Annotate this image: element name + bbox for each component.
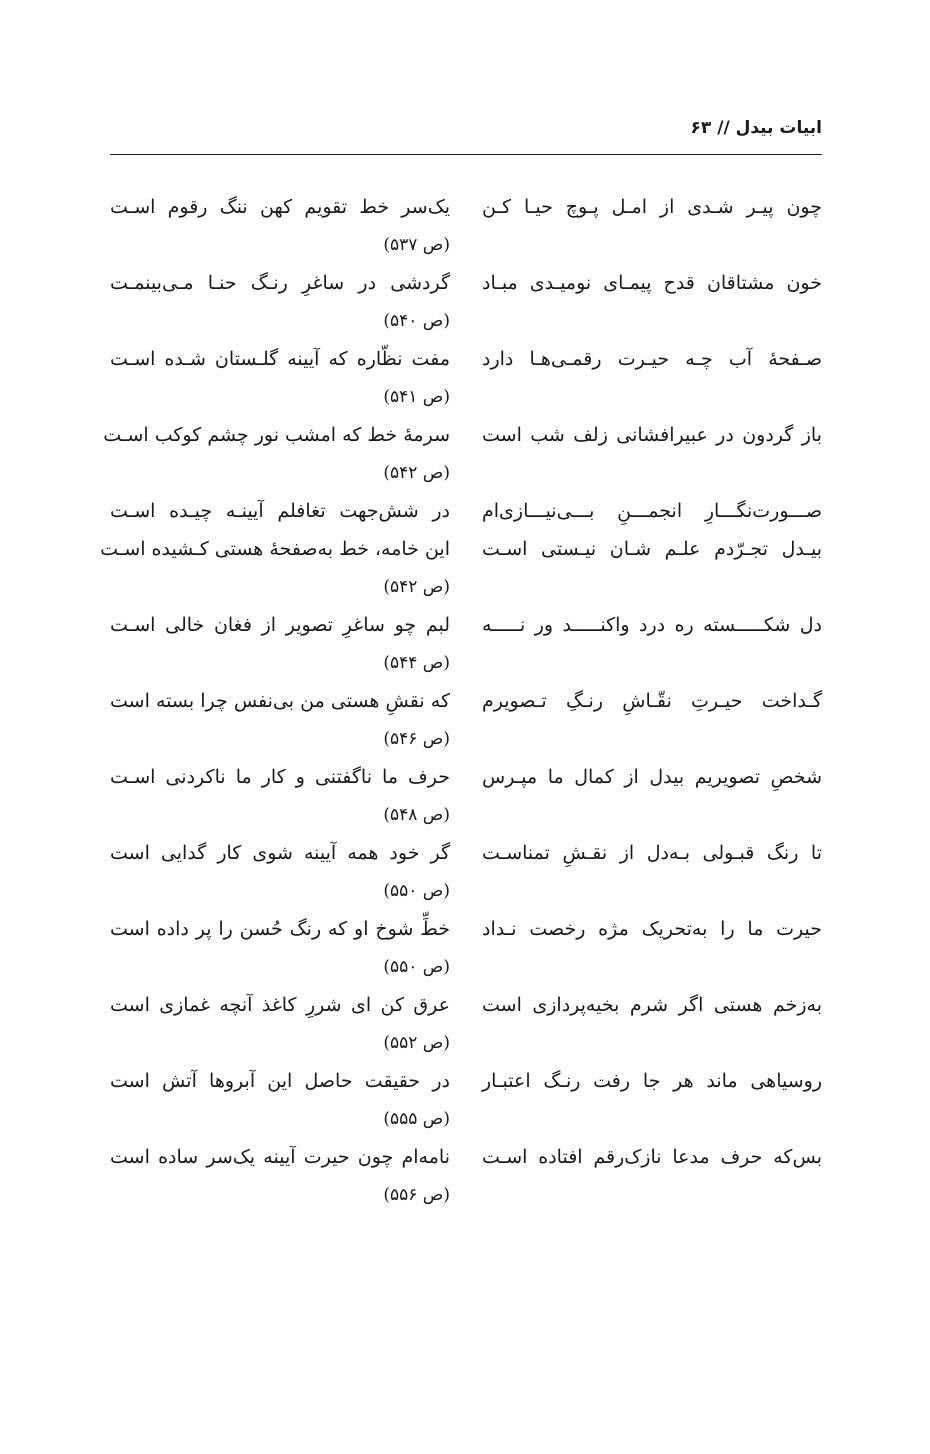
second-hemistich: حرف ما ناگفتنی و کار ما ناکردنی اسـت — [110, 766, 450, 788]
bayt-line — [110, 1138, 822, 1176]
page-reference: (ص ۵۵۰) — [383, 957, 450, 977]
second-hemistich: در حقیقت حاصل این آبروها آتش است — [110, 1070, 450, 1092]
first-hemistich: بس‌که حرف مدعا نازک‌رقم افتاده اسـت — [482, 1146, 822, 1168]
bayt-entry — [110, 188, 822, 264]
bayt-entry — [110, 264, 822, 340]
bayt-line — [110, 910, 822, 948]
page-reference: (ص ۵۴۶) — [383, 729, 450, 749]
first-hemistich: دل شکـــــسته ره درد واکنـــــد ور نـــــه — [482, 614, 822, 636]
bayt-line — [100, 530, 822, 568]
bayt-line — [110, 264, 822, 302]
first-hemistich: روسیاهی ماند هر جا رفت رنـگ اعتبـار — [482, 1070, 822, 1092]
page-reference: (ص ۵۵۲) — [383, 1033, 450, 1053]
second-hemistich: گر خود همه آیینه شوی کار گدایی است — [110, 842, 450, 864]
first-hemistich: خون مشتاقان قدح پیمـای نومیـدی مبـاد — [482, 272, 822, 294]
bayt-entry — [100, 530, 822, 606]
first-hemistich: شخصِ تصویریم بیدل از کمال ما مپـرس — [482, 766, 822, 788]
second-hemistich: این خامه، خط به‌صفحهٔ هستی کـشیده اسـت — [100, 538, 450, 560]
bayt-line — [110, 834, 822, 872]
second-hemistich: که نقشِ هستی من بی‌نفس چرا بسته است — [110, 690, 450, 712]
second-hemistich: گردشی در ساغرِ رنـگ حنـا مـی‌بینمـت — [110, 272, 450, 294]
second-hemistich: مفت نظّاره که آیینه گلـستان شـده اسـت — [110, 348, 450, 370]
bayt-entry — [110, 1138, 822, 1214]
second-hemistich: خطِّ شوخ او که رنگ حُسن را پر داده است — [110, 918, 450, 940]
bayt-line — [110, 492, 822, 530]
first-hemistich: باز گردون در عبیرافشانی زلف شب است — [482, 424, 822, 446]
bayt-line — [110, 340, 822, 378]
second-hemistich: عرق کن ای شررِ کاغذ آنچه غمازی است — [110, 994, 450, 1016]
page-reference: (ص ۵۳۷) — [383, 235, 450, 255]
running-header — [110, 118, 822, 152]
page-reference: (ص ۵۵۰) — [383, 881, 450, 901]
page-reference: (ص ۵۴۴) — [383, 653, 450, 673]
first-hemistich: چون پیـر شـدی از امـل پـوچ حیـا کـن — [482, 196, 822, 218]
first-hemistich: صـفحهٔ آب چـه حیـرت رقمـی‌هـا دارد — [482, 348, 822, 370]
bayt-entry — [110, 758, 822, 834]
bayt-line — [110, 1062, 822, 1100]
second-hemistich: در شش‌جهت تغافلم آیینـه چیـده اسـت — [110, 500, 450, 522]
bayt-line — [110, 606, 822, 644]
bayt-entry — [110, 1062, 822, 1138]
first-hemistich: گـداخت حیـرتِ نقّـاشِ رنـگِ تـصویرم — [482, 690, 822, 712]
bayt-line — [110, 188, 822, 226]
bayt-entry — [110, 682, 822, 758]
header-rule — [110, 154, 822, 155]
second-hemistich: لبم چو ساغرِ تصویر از فغان خالی اسـت — [110, 614, 450, 636]
page-reference: (ص ۵۵۶) — [383, 1185, 450, 1205]
page-reference: (ص ۵۴۲) — [383, 577, 450, 597]
page-reference: (ص ۵۴۲) — [383, 463, 450, 483]
bayt-entry — [110, 986, 822, 1062]
page-reference: (ص ۵۴۰) — [383, 311, 450, 331]
first-hemistich: بیـدل تجـرّدم علـم شـان نیـستی اسـت — [482, 538, 822, 560]
second-hemistich: سرمهٔ خط که امشب نور چشم کوکب اسـت — [103, 424, 450, 446]
page-reference: (ص ۵۴۱) — [383, 387, 450, 407]
bayt-line — [110, 986, 822, 1024]
bayt-entry — [103, 416, 822, 492]
bayt-entry — [110, 340, 822, 416]
header-title: ابیات بیدل // ۶۳ — [690, 118, 822, 138]
first-hemistich: حیرت ما را به‌تحریک مژه رخصت نـداد — [482, 918, 822, 940]
bayt-entry — [110, 606, 822, 682]
poem-list — [100, 188, 822, 1214]
first-hemistich: صـــورت‌نگـــارِ انجمـــنِ بـــی‌نیـــازی‌ام — [482, 500, 822, 522]
second-hemistich: یک‌سر خط تقویم کهن ننگ رقوم اسـت — [110, 196, 450, 218]
first-hemistich: تا رنگ قبـولی بـه‌دل از نقـشِ تمناسـت — [482, 842, 822, 864]
bayt-entry — [110, 910, 822, 986]
bayt-entry — [110, 834, 822, 910]
first-hemistich: به‌زخم هستی اگر شرم بخیه‌پردازی است — [482, 994, 822, 1016]
second-hemistich: نامه‌ام چون حیرت آیینه یک‌سر ساده است — [110, 1146, 450, 1168]
bayt-entry — [110, 492, 822, 530]
bayt-line — [110, 682, 822, 720]
bayt-line — [110, 758, 822, 796]
page-reference: (ص ۵۴۸) — [383, 805, 450, 825]
page-reference: (ص ۵۵۵) — [383, 1109, 450, 1129]
bayt-line — [103, 416, 822, 454]
